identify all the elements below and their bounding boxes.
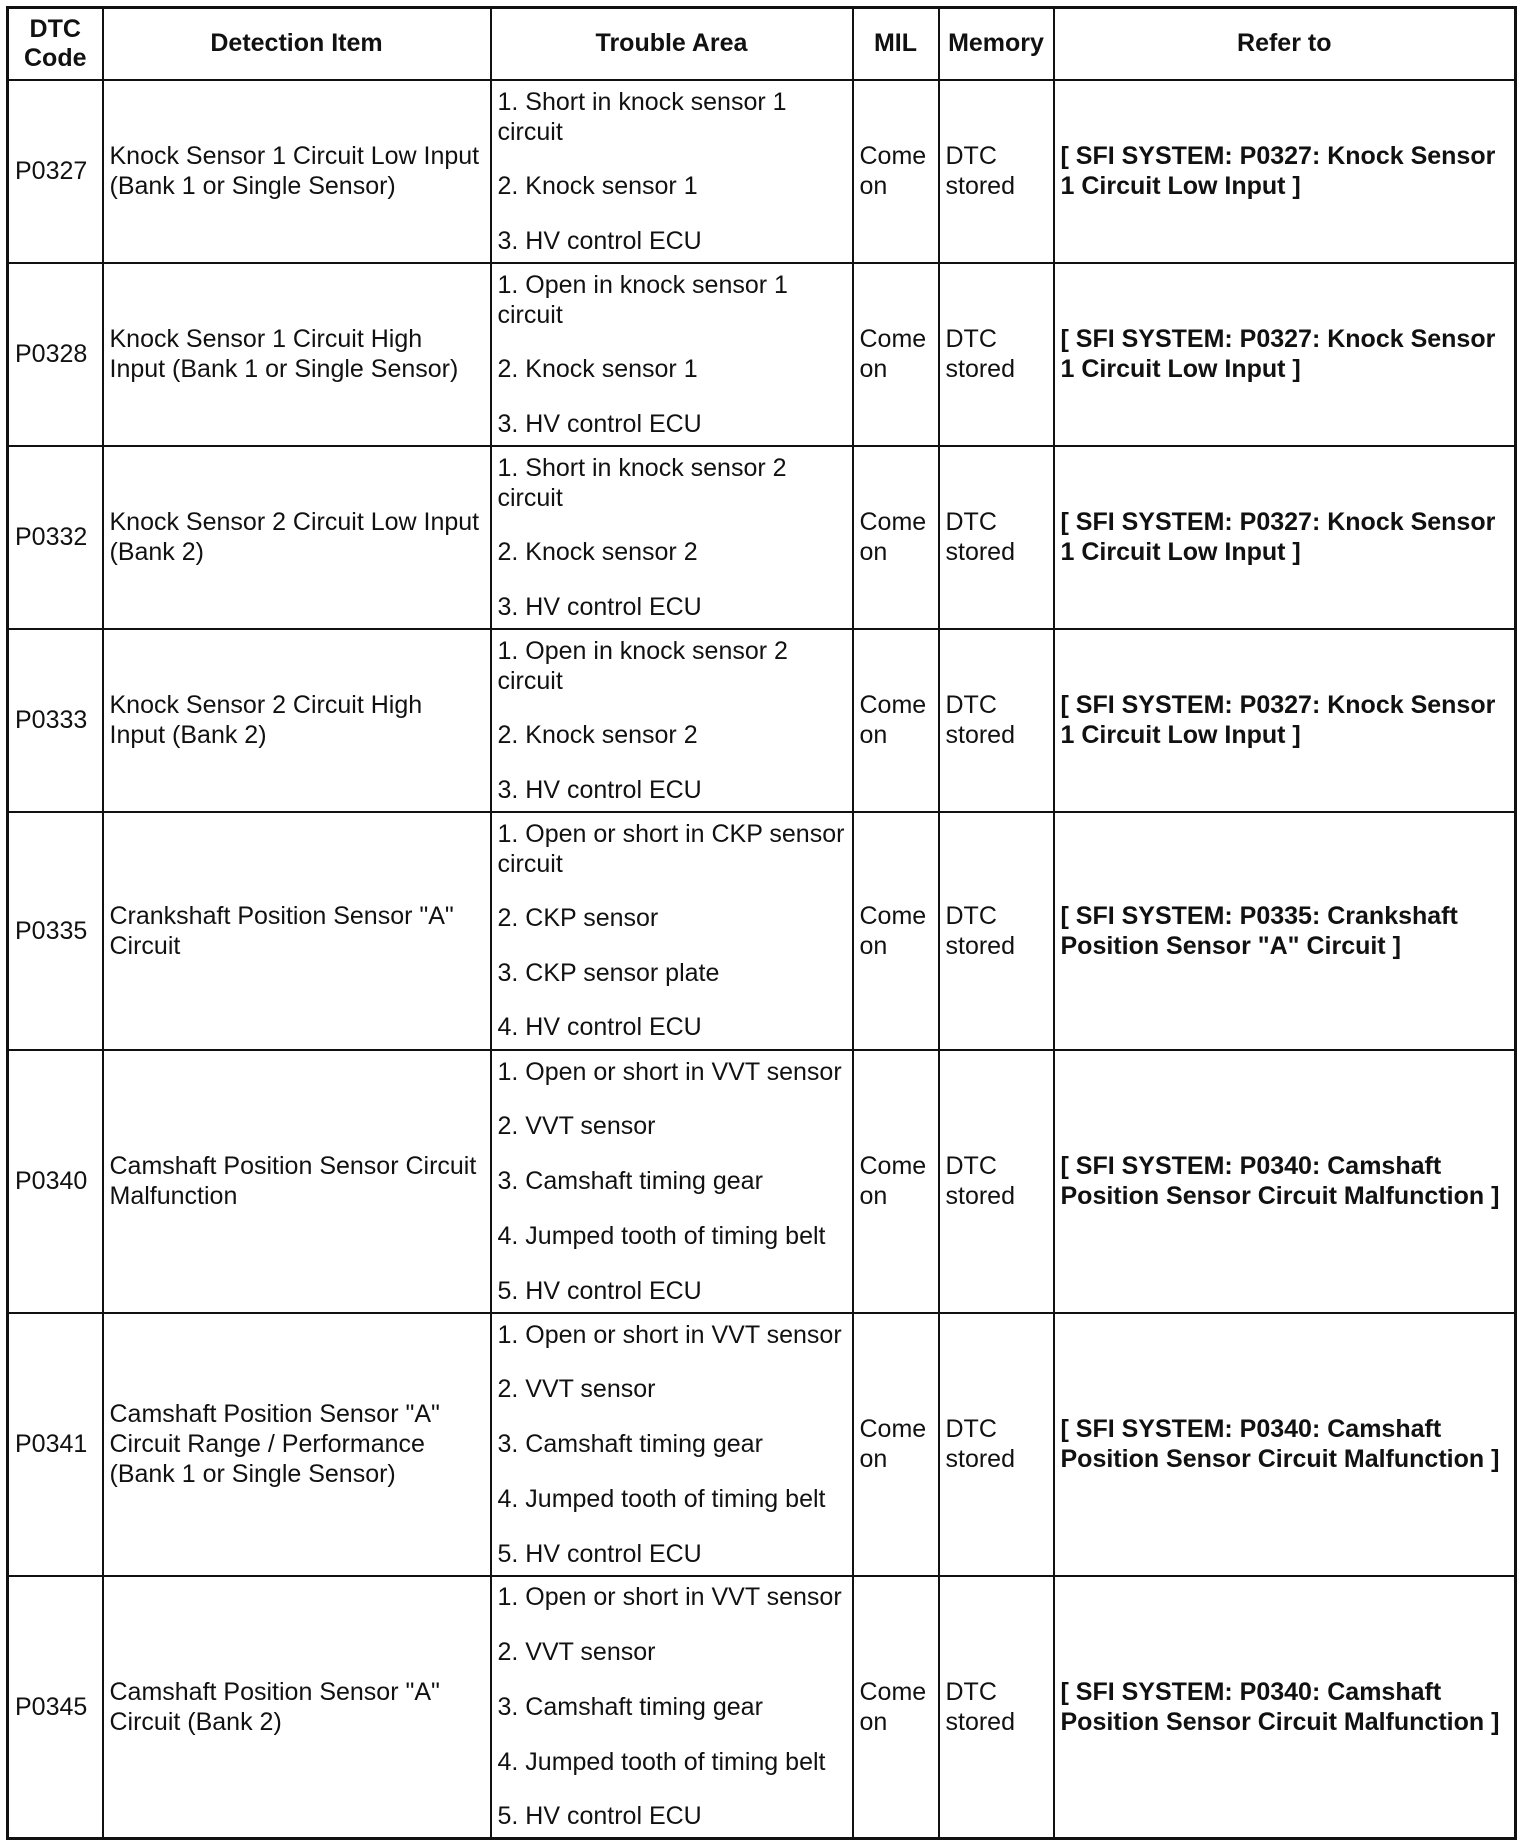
dtc-code-cell: P0327: [8, 80, 103, 263]
memory-cell: DTC stored: [939, 263, 1054, 446]
refer-to-cell: [ SFI SYSTEM: P0327: Knock Sensor 1 Circuit Low Input ]: [1054, 80, 1516, 263]
detection-item-cell: Knock Sensor 1 Circuit Low Input (Bank 1 or Single Sensor): [103, 80, 491, 263]
trouble-area-item: 2. Knock sensor 2: [497, 721, 698, 749]
mil-cell: Come on: [853, 1050, 939, 1313]
trouble-area-cell: [491, 1576, 853, 1839]
trouble-area-item: 1. Open or short in VVT sensor: [497, 1320, 842, 1349]
refer-to-cell: [ SFI SYSTEM: P0340: Camshaft Position Sensor Circuit Malfunction ]: [1054, 1313, 1516, 1576]
detection-item-cell: Knock Sensor 2 Circuit Low Input (Bank 2): [103, 446, 491, 629]
header-refer: Refer to: [1054, 8, 1516, 80]
header-memory: Memory: [939, 8, 1054, 80]
table-row: [8, 80, 1516, 263]
table-row: [8, 263, 1516, 446]
memory-cell: DTC stored: [939, 1050, 1054, 1313]
detection-item-cell: Crankshaft Position Sensor "A" Circuit: [103, 812, 491, 1050]
trouble-area-list: [498, 1320, 846, 1569]
trouble-area-item: 1. Open in knock sensor 1 circuit: [497, 270, 788, 329]
trouble-area-item: 2. VVT sensor: [497, 1638, 656, 1666]
header-mil: MIL: [853, 8, 939, 80]
mil-cell: Come on: [853, 446, 939, 629]
trouble-area-item: 2. Knock sensor 1: [497, 172, 698, 200]
trouble-area-item: 2. VVT sensor: [497, 1112, 656, 1141]
refer-to-cell: [ SFI SYSTEM: P0340: Camshaft Position Sensor Circuit Malfunction ]: [1054, 1050, 1516, 1313]
trouble-area-item: 1. Open or short in CKP sensor circuit: [497, 819, 845, 878]
refer-to-cell: [ SFI SYSTEM: P0340: Camshaft Position Sensor Circuit Malfunction ]: [1054, 1576, 1516, 1839]
dtc-code-cell: P0341: [8, 1313, 103, 1576]
header-code-label: DTC Code: [24, 14, 87, 72]
detection-item-cell: Camshaft Position Sensor Circuit Malfunction: [103, 1050, 491, 1313]
header-detection: Detection Item: [103, 8, 491, 80]
table-row: [8, 629, 1516, 812]
trouble-area-cell: [491, 263, 853, 446]
trouble-area-item: 2. VVT sensor: [497, 1375, 656, 1404]
trouble-area-item: 3. Camshaft timing gear: [497, 1167, 763, 1195]
trouble-area-item: 3. Camshaft timing gear: [497, 1430, 763, 1458]
trouble-area-list: [498, 87, 846, 256]
refer-to-cell: [ SFI SYSTEM: P0327: Knock Sensor 1 Circuit Low Input ]: [1054, 263, 1516, 446]
table-row: [8, 812, 1516, 1050]
table-row: [8, 446, 1516, 629]
dtc-code-cell: P0345: [8, 1576, 103, 1839]
memory-cell: DTC stored: [939, 1313, 1054, 1576]
refer-to-cell: [ SFI SYSTEM: P0327: Knock Sensor 1 Circuit Low Input ]: [1054, 446, 1516, 629]
memory-cell: DTC stored: [939, 80, 1054, 263]
trouble-area-list: [498, 819, 846, 1043]
refer-to-cell: [ SFI SYSTEM: P0335: Crankshaft Position Sensor "A" Circuit ]: [1054, 812, 1516, 1050]
trouble-area-item: 3. HV control ECU: [497, 592, 702, 621]
memory-cell: DTC stored: [939, 446, 1054, 629]
memory-cell: DTC stored: [939, 629, 1054, 812]
trouble-area-item: 3. HV control ECU: [497, 775, 702, 804]
table-row: [8, 1576, 1516, 1839]
detection-item-cell: Knock Sensor 1 Circuit High Input (Bank 1 or Single Sensor): [103, 263, 491, 446]
trouble-area-item: 4. Jumped tooth of timing belt: [497, 1484, 826, 1513]
mil-cell: Come on: [853, 629, 939, 812]
trouble-area-item: 4. Jumped tooth of timing belt: [497, 1221, 826, 1250]
trouble-area-item: 3. Camshaft timing gear: [497, 1692, 763, 1721]
trouble-area-item: 1. Short in knock sensor 1 circuit: [497, 87, 787, 146]
trouble-area-list: [498, 1057, 846, 1306]
trouble-area-item: 4. HV control ECU: [497, 1013, 702, 1042]
trouble-area-cell: [491, 1050, 853, 1313]
memory-cell: DTC stored: [939, 812, 1054, 1050]
dtc-table: [6, 6, 1517, 1840]
dtc-code-cell: P0332: [8, 446, 103, 629]
trouble-area-item: 1. Open or short in VVT sensor: [497, 1057, 842, 1086]
trouble-area-item: 1. Short in knock sensor 2 circuit: [497, 453, 787, 512]
mil-cell: Come on: [853, 812, 939, 1050]
trouble-area-cell: [491, 629, 853, 812]
trouble-area-item: 3. HV control ECU: [497, 409, 702, 438]
trouble-area-item: 3. CKP sensor plate: [497, 958, 720, 987]
trouble-area-item: 5. HV control ECU: [497, 1802, 702, 1831]
trouble-area-cell: [491, 812, 853, 1050]
trouble-area-list: [498, 1582, 846, 1831]
detection-item-cell: Knock Sensor 2 Circuit High Input (Bank 2): [103, 629, 491, 812]
trouble-area-cell: [491, 80, 853, 263]
dtc-code-cell: P0335: [8, 812, 103, 1050]
detection-item-cell: Camshaft Position Sensor "A" Circuit Range / Performance (Bank 1 or Single Sensor): [103, 1313, 491, 1576]
mil-cell: Come on: [853, 263, 939, 446]
memory-cell: DTC stored: [939, 1576, 1054, 1839]
header-trouble: Trouble Area: [491, 8, 853, 80]
header-row: [8, 8, 1516, 80]
detection-item-cell: Camshaft Position Sensor "A" Circuit (Bank 2): [103, 1576, 491, 1839]
trouble-area-item: 5. HV control ECU: [497, 1276, 702, 1305]
trouble-area-item: 2. Knock sensor 2: [497, 538, 698, 566]
trouble-area-cell: [491, 446, 853, 629]
dtc-code-cell: P0328: [8, 263, 103, 446]
trouble-area-item: 2. Knock sensor 1: [497, 355, 698, 383]
header-code: [8, 8, 103, 80]
trouble-area-item: 1. Open or short in VVT sensor: [497, 1583, 842, 1612]
trouble-area-item: 3. HV control ECU: [497, 226, 702, 255]
trouble-area-list: [498, 636, 846, 805]
trouble-area-item: 2. CKP sensor: [497, 904, 659, 933]
refer-to-cell: [ SFI SYSTEM: P0327: Knock Sensor 1 Circuit Low Input ]: [1054, 629, 1516, 812]
trouble-area-item: 5. HV control ECU: [497, 1539, 702, 1568]
dtc-code-cell: P0340: [8, 1050, 103, 1313]
trouble-area-list: [498, 453, 846, 622]
mil-cell: Come on: [853, 1576, 939, 1839]
dtc-code-cell: P0333: [8, 629, 103, 812]
table-row: [8, 1313, 1516, 1576]
mil-cell: Come on: [853, 1313, 939, 1576]
table-row: [8, 1050, 1516, 1313]
mil-cell: Come on: [853, 80, 939, 263]
trouble-area-item: 4. Jumped tooth of timing belt: [497, 1747, 826, 1776]
trouble-area-list: [498, 270, 846, 439]
trouble-area-item: 1. Open in knock sensor 2 circuit: [497, 636, 788, 695]
trouble-area-cell: [491, 1313, 853, 1576]
